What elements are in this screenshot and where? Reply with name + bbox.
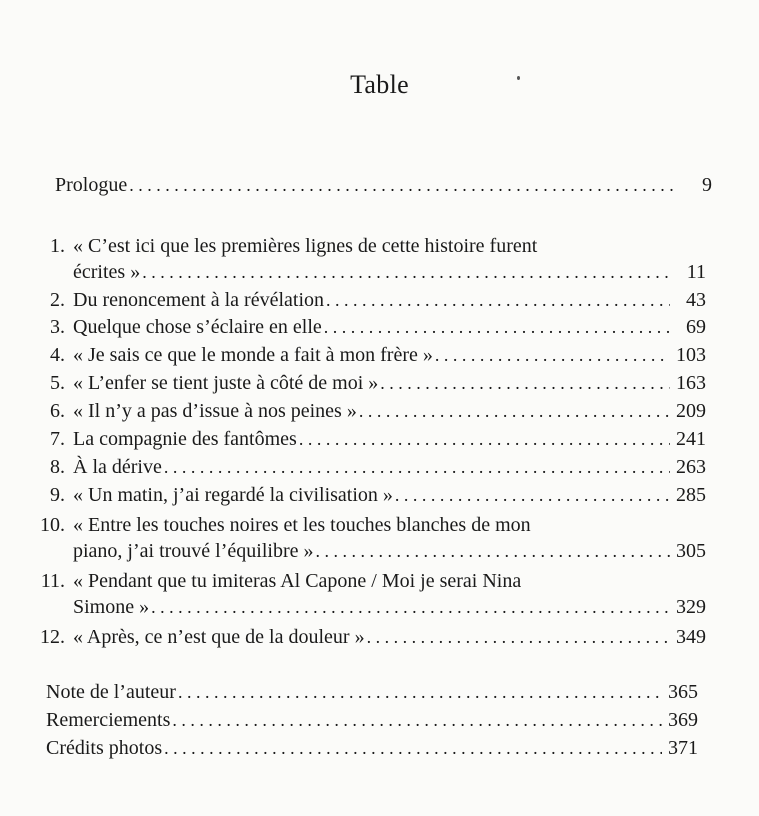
entry-page: 263	[676, 456, 706, 478]
entry-label: Remerciements	[46, 709, 171, 731]
toc-entry-chapter-10[interactable]	[25, 512, 706, 564]
entry-label: « Après, ce n’est que de la douleur »	[73, 626, 365, 648]
toc-entry-chapter-6[interactable]	[25, 398, 706, 424]
dot-leader	[178, 679, 662, 705]
entry-label: « Je sais ce que le monde a fait à mon frère »	[73, 344, 433, 366]
dot-leader	[435, 342, 670, 368]
entry-page: 9	[702, 174, 712, 196]
toc-entry-chapter-1[interactable]	[25, 233, 706, 285]
toc-entry-chapter-12[interactable]	[25, 624, 706, 650]
dot-leader	[324, 314, 670, 340]
toc-entry-chapter-5[interactable]	[25, 370, 706, 396]
toc-entry-chapter-8[interactable]	[25, 454, 706, 480]
entry-page: 241	[676, 428, 706, 450]
dot-leader	[129, 172, 676, 198]
entry-page: 285	[676, 484, 706, 506]
entry-page: 369	[668, 709, 698, 731]
chapter-number: 1.	[50, 235, 65, 257]
chapter-number: 10.	[40, 514, 65, 536]
entry-label: Note de l’auteur	[46, 681, 176, 703]
dot-leader	[142, 259, 670, 285]
entry-label: Quelque chose s’éclaire en elle	[73, 316, 322, 338]
entry-label: « Un matin, j’ai regardé la civilisation »	[73, 484, 393, 506]
toc-entry-remerciements[interactable]	[46, 707, 698, 733]
toc-entry-credits-photos[interactable]	[46, 735, 698, 761]
entry-label: Du renoncement à la révélation	[73, 289, 324, 311]
toc-entry-chapter-7[interactable]	[25, 426, 706, 452]
entry-page: 371	[668, 737, 698, 759]
entry-label-line1: « Pendant que tu imiteras Al Capone / Moi je serai Nina	[73, 570, 522, 592]
toc-entry-chapter-3[interactable]	[25, 314, 706, 340]
page-title: Table	[350, 70, 409, 99]
toc-entry-chapter-11[interactable]	[25, 568, 706, 620]
entry-page: 69	[686, 316, 706, 338]
chapter-number: 8.	[50, 456, 65, 478]
dot-leader	[326, 287, 670, 313]
entry-label: « L’enfer se tient juste à côté de moi »	[73, 372, 379, 394]
entry-label: écrites »	[73, 261, 141, 283]
entry-page: 163	[676, 372, 706, 394]
chapter-number: 9.	[50, 484, 65, 506]
dot-leader	[164, 454, 670, 480]
chapter-number: 3.	[50, 316, 65, 338]
chapter-number: 7.	[50, 428, 65, 450]
chapter-number: 11.	[40, 570, 65, 592]
entry-label: Crédits photos	[46, 737, 163, 759]
dot-leader	[367, 624, 670, 650]
dot-leader	[380, 370, 670, 396]
entry-label: Simone »	[73, 596, 150, 618]
entry-label: La compagnie des fantômes	[73, 428, 297, 450]
dot-leader	[164, 735, 662, 761]
dot-leader	[395, 482, 670, 508]
toc-entry-chapter-9[interactable]	[25, 482, 706, 508]
entry-label-line1: « Entre les touches noires et les touches blanches de mon	[73, 514, 531, 536]
entry-page: 349	[676, 626, 706, 648]
chapter-number: 6.	[50, 400, 65, 422]
dot-leader	[172, 707, 662, 733]
chapter-number: 4.	[50, 344, 65, 366]
entry-page: 365	[668, 681, 698, 703]
entry-page: 43	[686, 289, 706, 311]
dot-leader	[299, 426, 670, 452]
entry-page: 209	[676, 400, 706, 422]
entry-label: « Il n’y a pas d’issue à nos peines »	[73, 400, 357, 422]
entry-page: 11	[686, 261, 706, 283]
dot-leader	[315, 538, 670, 564]
entry-label-line1: « C’est ici que les premières lignes de cette histoire furent	[73, 235, 538, 257]
entry-page: 329	[676, 596, 706, 618]
toc-entry-note-auteur[interactable]	[46, 679, 698, 705]
toc-entry-chapter-4[interactable]	[25, 342, 706, 368]
chapter-number: 5.	[50, 372, 65, 394]
entry-label: piano, j’ai trouvé l’équilibre »	[73, 540, 314, 562]
entry-label: Prologue	[55, 174, 128, 196]
chapter-number: 12.	[40, 626, 65, 648]
dot-leader	[151, 594, 670, 620]
chapter-number: 2.	[50, 289, 65, 311]
entry-label: À la dérive	[73, 456, 162, 478]
entry-page: 103	[676, 344, 706, 366]
toc-entry-prologue[interactable]	[55, 172, 712, 198]
entry-page: 305	[676, 540, 706, 562]
dot-leader	[359, 398, 670, 424]
toc-entry-chapter-2[interactable]	[25, 287, 706, 313]
